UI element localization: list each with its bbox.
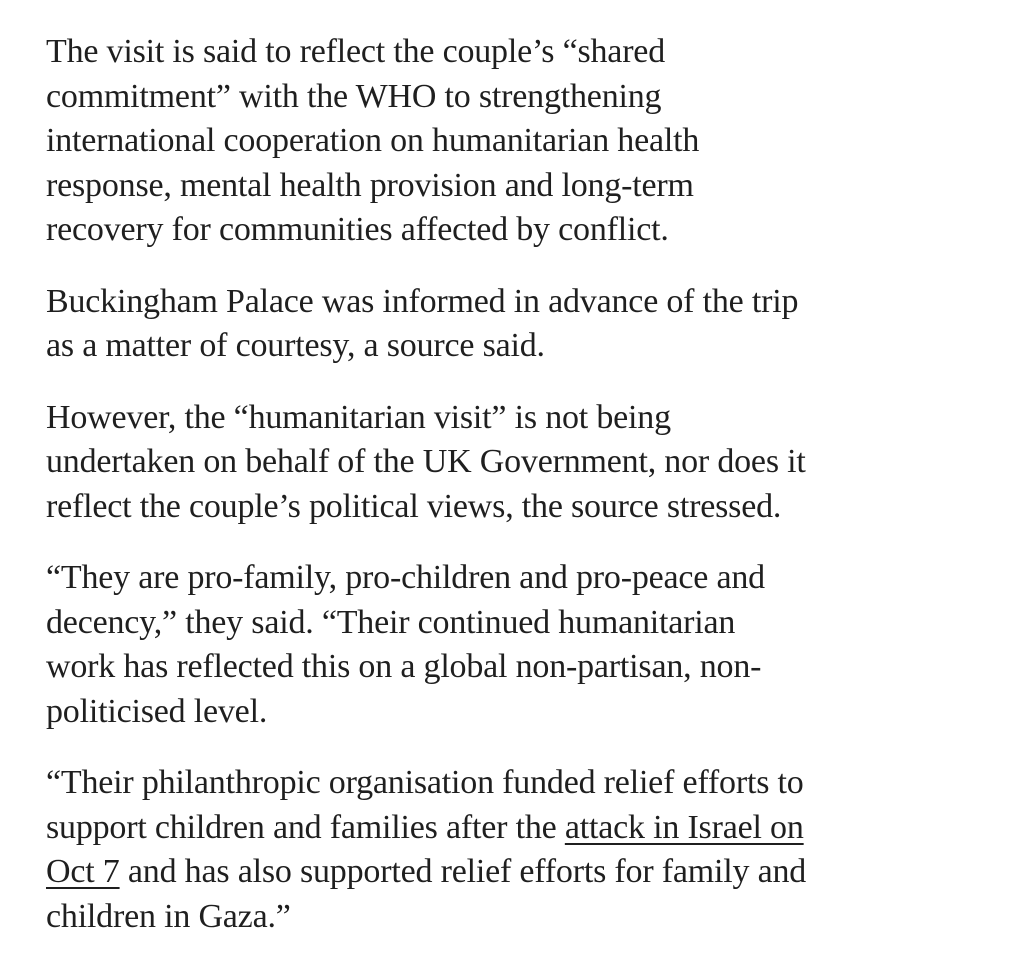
text-line: response, mental health provision and long-term [46, 166, 694, 204]
text-line: recovery for communities affected by conflict. [46, 211, 669, 248]
paragraph-5 [46, 761, 1006, 939]
text-line: “Their philanthropic organisation funded relief efforts to [46, 764, 804, 801]
paragraph-4 [46, 556, 1006, 734]
text-segment: support children and families after the [46, 808, 565, 846]
text-line: politicised level. [46, 692, 268, 730]
text-line: decency,” they said. “Their continued humanitarian [46, 603, 736, 641]
text-line: Buckingham Palace was informed in advance of the trip [46, 282, 799, 320]
text-line: “They are pro-family, pro-children and pro-peace and [46, 559, 765, 596]
attack-in-israel-link-continued[interactable]: Oct 7 [46, 853, 120, 890]
text-line: children in Gaza.” [46, 897, 291, 935]
text-line: However, the “humanitarian visit” is not being [46, 398, 671, 436]
text-line [46, 850, 1006, 895]
paragraph-1 [46, 30, 1006, 253]
text-line: international cooperation on humanitarian health [46, 122, 700, 159]
attack-in-israel-link[interactable]: attack in Israel on [564, 808, 804, 846]
text-line: The visit is said to reflect the couple’s “shared [46, 33, 666, 70]
text-line: reflect the couple’s political views, the source stressed. [46, 487, 782, 525]
text-segment: and has also supported relief efforts for family and [119, 853, 807, 890]
article-body [46, 30, 1006, 966]
text-line [46, 806, 1006, 851]
text-line: as a matter of courtesy, a source said. [46, 327, 545, 364]
paragraph-2 [46, 280, 1006, 369]
paragraph-3 [46, 396, 1006, 530]
text-line: commitment” with the WHO to strengthening [46, 77, 662, 115]
text-line: undertaken on behalf of the UK Government, nor does it [46, 443, 806, 480]
text-line: work has reflected this on a global non-partisan, non- [46, 648, 762, 685]
